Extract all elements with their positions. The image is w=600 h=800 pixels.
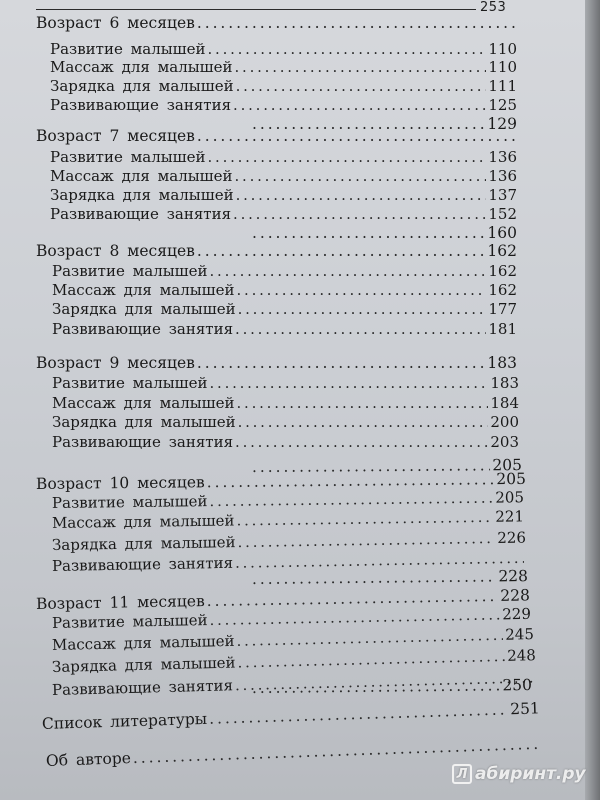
toc-leader-dots bbox=[133, 735, 540, 767]
toc-leader-dots bbox=[237, 647, 505, 672]
toc-leader-dots bbox=[235, 58, 487, 76]
toc-entry-title: Развитие малышей bbox=[52, 374, 208, 392]
page-edge bbox=[585, 0, 600, 800]
toc-entry-title: Зарядка для малышей bbox=[52, 413, 236, 431]
toc-entry-title: Список литературы bbox=[41, 709, 208, 733]
toc-leader-dots bbox=[236, 186, 487, 204]
toc-entry-page: 251 bbox=[509, 699, 541, 719]
toc-leader-dots bbox=[236, 626, 503, 650]
toc-leader-dots bbox=[237, 394, 489, 412]
toc-leader-dots bbox=[235, 320, 486, 338]
toc-entry-title: Возраст 6 месяцев bbox=[36, 14, 195, 32]
toc-entry bbox=[50, 186, 517, 204]
toc-entry-page: 110 bbox=[488, 58, 517, 76]
toc-leader-dots bbox=[207, 470, 495, 491]
toc-entry-page: 136 bbox=[488, 148, 517, 166]
toc-entry-page: 162 bbox=[488, 262, 517, 280]
toc-entry-title: Зарядка для малышей bbox=[50, 77, 234, 95]
toc-entry bbox=[52, 374, 519, 392]
toc-leader-dots bbox=[197, 242, 486, 260]
toc-leader-dots bbox=[252, 224, 485, 242]
toc-entry-page: 110 bbox=[488, 40, 517, 58]
toc-entry-page: 177 bbox=[488, 300, 517, 318]
watermark-text: абиринт.ру bbox=[475, 764, 586, 784]
toc-entry bbox=[52, 281, 517, 299]
toc-leader-dots bbox=[236, 508, 493, 530]
toc-entry bbox=[36, 354, 517, 372]
toc-entry-title: Массаж для малышей bbox=[51, 631, 235, 654]
toc-leader-dots bbox=[252, 676, 501, 697]
toc-leader-dots bbox=[233, 205, 486, 223]
toc-leader-dots bbox=[197, 127, 515, 145]
toc-entry-title: Возраст 7 месяцев bbox=[36, 127, 195, 145]
toc-leader-dots bbox=[235, 167, 487, 185]
toc-entry-page: 136 bbox=[488, 167, 517, 185]
toc-entry-title: Массаж для малышей bbox=[52, 281, 235, 299]
toc-entry-title: Возраст 10 месяцев bbox=[35, 473, 205, 493]
toc-entry-title: Об авторе bbox=[45, 749, 132, 770]
toc-leader-dots bbox=[238, 300, 487, 318]
toc-entry-page: 162 bbox=[487, 242, 517, 260]
toc-entry-page: 229 bbox=[502, 604, 532, 624]
labirint-logo-icon: Л bbox=[452, 764, 472, 784]
toc-entry-title: Развивающие занятия bbox=[52, 320, 234, 338]
toc-entry bbox=[52, 433, 519, 451]
toc-leader-dots bbox=[233, 96, 486, 114]
toc-entry bbox=[52, 320, 517, 338]
toc-entry-title: Развитие малышей bbox=[51, 611, 208, 632]
toc-leader-dots bbox=[238, 413, 489, 431]
toc-entry bbox=[42, 699, 540, 733]
toc-entry-title: Зарядка для малышей bbox=[51, 653, 236, 676]
toc-entry bbox=[52, 413, 519, 431]
toc-entry-title: Развитие малышей bbox=[50, 40, 206, 58]
toc-entry-page: 203 bbox=[490, 433, 519, 451]
toc-entry-page: 221 bbox=[495, 507, 525, 526]
toc-entry-title: Зарядка для малышей bbox=[51, 533, 236, 554]
toc-entry-title: Возраст 9 месяцев bbox=[36, 354, 195, 372]
toc-entry-title: Возраст 11 месяцев bbox=[35, 592, 205, 613]
toc-leader-dots bbox=[208, 40, 487, 58]
toc-entry-page: 183 bbox=[487, 354, 517, 372]
toc-entry-title: Развивающие занятия bbox=[50, 205, 232, 223]
toc-entry-page: 248 bbox=[507, 646, 537, 665]
toc-entry-page: 181 bbox=[488, 320, 517, 338]
toc-entry-title: Развивающие занятия bbox=[50, 96, 232, 114]
toc-entry bbox=[52, 262, 517, 280]
toc-entry bbox=[50, 167, 517, 185]
toc-entry bbox=[50, 58, 517, 76]
toc-entry-title: Зарядка для малышей bbox=[52, 300, 236, 318]
toc-entry-title: Развитие малышей bbox=[50, 148, 206, 166]
toc-entry-page: 245 bbox=[505, 625, 535, 644]
toc-leader-dots bbox=[236, 77, 487, 95]
toc-entry-page: 228 bbox=[500, 586, 531, 605]
toc-leader-dots bbox=[210, 374, 489, 392]
toc-entry-page: 160 bbox=[487, 224, 517, 242]
toc-entry bbox=[250, 567, 528, 588]
toc-leader-dots bbox=[210, 262, 487, 280]
toc-entry-page: 183 bbox=[490, 374, 519, 392]
toc-entry bbox=[50, 205, 517, 223]
toc-entry bbox=[52, 394, 519, 412]
toc-entry-title: Массаж для малышей bbox=[52, 394, 235, 412]
toc-entry-title: Массаж для малышей bbox=[51, 511, 235, 532]
toc-entry-title: Развивающие занятия bbox=[52, 433, 234, 451]
page-number: 253 bbox=[480, 0, 507, 15]
toc-entry-title: Массаж для малышей bbox=[50, 167, 233, 185]
toc-leader-dots bbox=[235, 433, 488, 451]
toc-entry-page: 226 bbox=[497, 528, 527, 548]
toc-entry-title: Развитие малышей bbox=[52, 262, 208, 280]
toc-leader-dots bbox=[209, 700, 509, 727]
toc-leader-dots bbox=[208, 148, 487, 166]
toc-entry bbox=[36, 242, 517, 260]
toc-leader-dots bbox=[237, 281, 487, 299]
toc-entry bbox=[250, 676, 532, 697]
toc-leader-dots bbox=[252, 567, 497, 588]
toc-entry-title: Развивающие занятия bbox=[51, 553, 234, 575]
toc-entry-page: 200 bbox=[490, 413, 519, 431]
toc-entry-title: Развивающие занятия bbox=[51, 676, 234, 699]
toc-entry bbox=[36, 127, 517, 145]
toc-entry-title: Возраст 8 месяцев bbox=[36, 242, 195, 260]
toc-entry bbox=[50, 40, 517, 58]
toc-entry-page: 184 bbox=[490, 394, 519, 412]
toc-leader-dots bbox=[197, 354, 486, 372]
toc-entry-title: Развитие малышей bbox=[51, 492, 208, 512]
toc-entry bbox=[52, 300, 517, 318]
toc-entry-page: 162 bbox=[488, 281, 517, 299]
toc-leader-dots bbox=[209, 489, 493, 510]
toc-entry-page: 228 bbox=[498, 567, 529, 586]
toc-entry bbox=[36, 14, 517, 32]
labirint-watermark bbox=[452, 764, 586, 784]
toc-entry-page: 205 bbox=[495, 488, 525, 507]
toc-leader-dots bbox=[237, 529, 495, 551]
toc-entry-page: 205 bbox=[496, 469, 527, 489]
toc-entry-title: Массаж для малышей bbox=[50, 58, 233, 76]
toc-entry bbox=[50, 96, 517, 114]
toc-leader-dots bbox=[197, 14, 515, 32]
toc-entry-title: Зарядка для малышей bbox=[50, 186, 234, 204]
toc-entry-page: 205 bbox=[492, 456, 523, 475]
toc-entry bbox=[250, 224, 517, 242]
toc-entry-page: 152 bbox=[488, 205, 517, 223]
toc-entry-page: 125 bbox=[488, 96, 517, 114]
toc-entry-page: 250 bbox=[502, 676, 533, 695]
toc-entry-page: 137 bbox=[488, 186, 517, 204]
toc-entry-page: 111 bbox=[488, 77, 517, 95]
toc-entry-page: 129 bbox=[487, 115, 517, 133]
toc-entry bbox=[50, 148, 517, 166]
toc-entry bbox=[50, 77, 517, 95]
